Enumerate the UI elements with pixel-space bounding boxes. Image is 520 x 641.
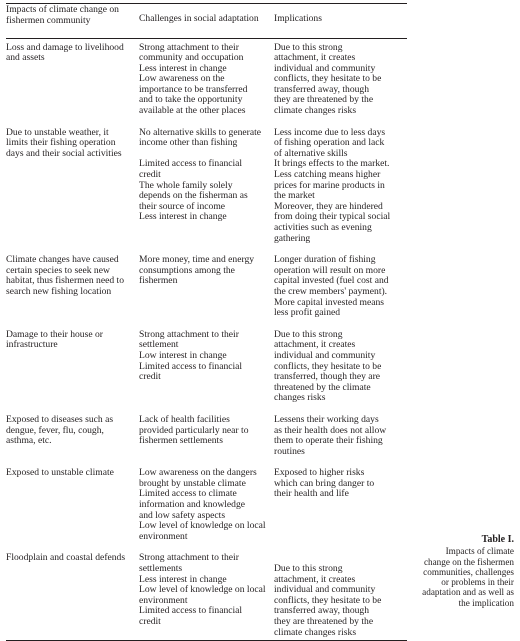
table-caption-line: communities, challenges <box>423 566 514 577</box>
impact-cell-line: Due to unstable weather, it <box>6 126 109 138</box>
impact-cell-line: certain species to seek new <box>6 264 110 276</box>
challenges-cell-line: Low awareness on the <box>139 73 225 85</box>
table-caption-line: adaptation and as well as <box>422 587 514 598</box>
implications-cell-line: Less catching means higher <box>274 169 381 181</box>
impacts-table <box>6 4 407 641</box>
implications-cell-line: the crew members' payment). <box>274 285 388 297</box>
implications-cell-line: climate changes risks <box>274 105 357 117</box>
impact-cell-line: Loss and damage to livelihood <box>6 41 124 53</box>
challenges-cell-line: credit <box>139 616 161 627</box>
implications-cell-line: Moreover, they are hindered <box>274 200 383 212</box>
implications-cell-line: Exposed to higher risks <box>274 467 365 479</box>
implications-cell-line: they are threatened by the <box>274 616 374 627</box>
challenges-cell-line: Lack of health facilities <box>139 413 230 425</box>
table-row <box>6 250 407 325</box>
challenges-cell-line: credit <box>139 371 161 383</box>
table-caption-line: the implication <box>458 597 514 608</box>
implications-cell-line: routines <box>274 445 305 457</box>
challenges-cell-line: credit <box>139 169 161 181</box>
implications-cell-line: of alternative skills <box>274 147 348 159</box>
impact-cell <box>6 410 139 463</box>
table-body <box>6 38 407 641</box>
table-caption-title: Table I. <box>481 534 514 545</box>
table-caption <box>410 535 514 608</box>
challenges-cell-line: environment <box>139 594 188 606</box>
challenges-cell <box>139 38 274 123</box>
challenges-cell-line: settlements <box>139 563 183 575</box>
table-row <box>6 548 407 640</box>
implications-cell-line: they are threatened by the <box>274 94 374 106</box>
impact-cell <box>6 548 139 640</box>
implications-cell-line: individual and community <box>274 62 376 74</box>
implications-cell-line: climate changes risks <box>274 626 357 638</box>
implications-cell-line: conflicts, they hesitate to be <box>274 73 382 85</box>
impact-cell-line: infrastructure <box>6 339 58 351</box>
implications-cell-line: Longer duration of fishing <box>274 254 376 266</box>
challenges-cell-line: Low level of knowledge on local <box>139 584 266 596</box>
impact-cell-line: Damage to their house or <box>6 328 103 340</box>
implications-cell <box>274 123 407 251</box>
challenges-cell-line: Limited access to financial <box>139 605 243 617</box>
table-row <box>6 410 407 463</box>
table-caption-line: or problems in their <box>441 577 514 588</box>
table-row <box>6 38 407 123</box>
challenges-cell-line: Less interest in change <box>139 62 227 74</box>
impact-cell-line: Exposed to unstable climate <box>6 467 114 479</box>
implications-cell-line: them to operate their fishing <box>274 435 383 447</box>
challenges-cell-line: their source of income <box>139 200 226 212</box>
impact-cell-line: and assets <box>6 52 45 64</box>
challenges-cell-line: settlement <box>139 339 179 351</box>
challenges-cell-line: Strong attachment to their <box>139 328 239 340</box>
challenges-cell <box>139 548 274 640</box>
implications-cell-line: activities such as evening <box>274 222 372 233</box>
implications-cell-line: changes risks <box>274 392 326 404</box>
implications-cell-line: attachment, it creates <box>274 52 356 64</box>
implications-cell-line: conflicts, they hesitate to be <box>274 594 382 606</box>
table-row <box>6 463 407 548</box>
challenges-cell-line: Limited access to financial <box>139 360 243 372</box>
impact-cell-line: habitat, thus fishermen need to <box>6 275 125 287</box>
impact-cell-line: dengue, fever, flu, cough, <box>6 424 104 436</box>
header-impacts-line: fishermen community <box>6 14 91 26</box>
challenges-cell <box>139 410 274 463</box>
challenges-cell-line: Limited access to financial <box>139 158 243 170</box>
impact-cell <box>6 325 139 410</box>
impact-cell-line: Floodplain and coastal defends <box>6 552 126 564</box>
challenges-cell-line: consumptions among the <box>139 264 235 276</box>
header-impacts-line: Impacts of climate change on <box>6 4 119 15</box>
implications-cell-line: operation will result on more <box>274 264 386 276</box>
impact-cell-line: asthma, etc. <box>6 435 52 447</box>
challenges-cell-line: community and occupation <box>139 52 244 64</box>
implications-cell-line: threatened by the climate <box>274 381 371 393</box>
challenges-cell-line: Low interest in change <box>139 349 227 361</box>
implications-cell-line: capital invested (fuel cost and <box>274 275 389 287</box>
header-challenges-line: Challenges in social adaptation <box>139 13 259 25</box>
implications-cell-line: conflicts, they hesitate to be <box>274 360 382 372</box>
table-header <box>6 4 407 38</box>
challenges-cell <box>139 325 274 410</box>
implications-cell-line: less profit gained <box>274 307 341 319</box>
challenges-cell-line: environment <box>139 530 188 542</box>
header-impacts <box>6 4 139 38</box>
challenges-cell-line: importance to be transferred <box>139 83 248 95</box>
implications-cell-line: of fishing operation and lack <box>274 137 385 149</box>
challenges-cell-line: More money, time and energy <box>139 254 255 266</box>
challenges-cell-line: Limited access to climate <box>139 488 237 500</box>
challenges-cell-line: and low safety aspects <box>139 509 226 521</box>
table-row <box>6 123 407 251</box>
challenges-cell-line: income other than fishing <box>139 137 238 149</box>
challenges-cell-line: brought by unstable climate <box>139 477 246 489</box>
implications-cell-line: prices for marine products in <box>274 179 385 191</box>
implications-cell-line: attachment, it creates <box>274 339 356 351</box>
implications-cell <box>274 463 407 548</box>
implications-cell-line: Due to this strong <box>274 563 343 575</box>
challenges-cell-line: Less interest in change <box>139 573 227 585</box>
implications-cell <box>274 410 407 463</box>
implications-cell-line: It brings effects to the market. <box>274 158 390 170</box>
challenges-cell-line: depends on the fisherman as <box>139 190 248 202</box>
impact-cell-line: Exposed to diseases such as <box>6 413 114 425</box>
impact-cell-line: days and their social activities <box>6 147 122 159</box>
implications-cell-line: which can bring danger to <box>274 477 375 489</box>
impact-cell <box>6 38 139 123</box>
challenges-cell-line: fishermen <box>139 275 178 287</box>
implications-cell-line: More capital invested means <box>274 296 385 308</box>
implications-cell-line: as their health does not allow <box>274 424 387 436</box>
challenges-cell-line: Strong attachment to their <box>139 552 239 564</box>
challenges-cell-line: provided particularly near to <box>139 424 249 436</box>
impact-cell-line: Climate changes have caused <box>6 254 119 266</box>
table-caption-line: Impacts of climate <box>445 546 514 557</box>
challenges-cell-line: Low awareness on the dangers <box>139 467 257 479</box>
implications-cell-line: transferred, though they are <box>274 371 381 383</box>
implications-cell-line: Due to this strong <box>274 328 343 340</box>
challenges-cell-line: available at the other places <box>139 105 246 117</box>
implications-cell-line: gathering <box>274 232 311 244</box>
implications-cell-line: individual and community <box>274 584 376 596</box>
implications-cell-line: transferred away, though <box>274 83 370 95</box>
impact-cell-line: search new fishing location <box>6 285 112 297</box>
implications-cell-line: Lessens their working days <box>274 413 379 425</box>
table-row <box>6 325 407 410</box>
implications-cell <box>274 38 407 123</box>
challenges-cell <box>139 123 274 251</box>
implications-cell <box>274 250 407 325</box>
header-implications-line: Implications <box>274 13 322 25</box>
table-caption-line: change on the fishermen <box>423 556 514 567</box>
challenges-cell-line: and to take the opportunity <box>139 94 243 106</box>
implications-cell <box>274 325 407 410</box>
implications-cell-line: attachment, it creates <box>274 573 356 585</box>
challenges-cell-line: No alternative skills to generate <box>139 126 262 138</box>
implications-cell <box>274 548 407 640</box>
challenges-cell <box>139 463 274 548</box>
header-challenges <box>139 4 274 38</box>
implications-cell-line: the market <box>274 190 315 202</box>
impact-cell <box>6 250 139 325</box>
implications-cell-line: transferred away, though <box>274 605 370 617</box>
challenges-cell-line: information and knowledge <box>139 499 246 511</box>
implications-cell-line: Less income due to less days <box>274 126 386 138</box>
implications-cell-line: their health and life <box>274 488 349 500</box>
challenges-cell-line: Strong attachment to their <box>139 41 239 53</box>
challenges-cell-line: Low level of knowledge on local <box>139 520 266 532</box>
challenges-cell-line: fishermen settlements <box>139 435 223 447</box>
implications-cell-line: Due to this strong <box>274 41 343 53</box>
implications-cell-line: from doing their typical social <box>274 211 391 223</box>
header-row <box>6 4 407 38</box>
impact-cell <box>6 463 139 548</box>
impact-cell <box>6 123 139 251</box>
implications-cell-line: individual and community <box>274 349 376 361</box>
challenges-cell <box>139 250 274 325</box>
header-implications <box>274 4 407 38</box>
challenges-cell-line: Less interest in change <box>139 211 227 223</box>
impact-cell-line: limits their fishing operation <box>6 137 116 149</box>
challenges-cell-line: The whole family solely <box>139 179 233 191</box>
